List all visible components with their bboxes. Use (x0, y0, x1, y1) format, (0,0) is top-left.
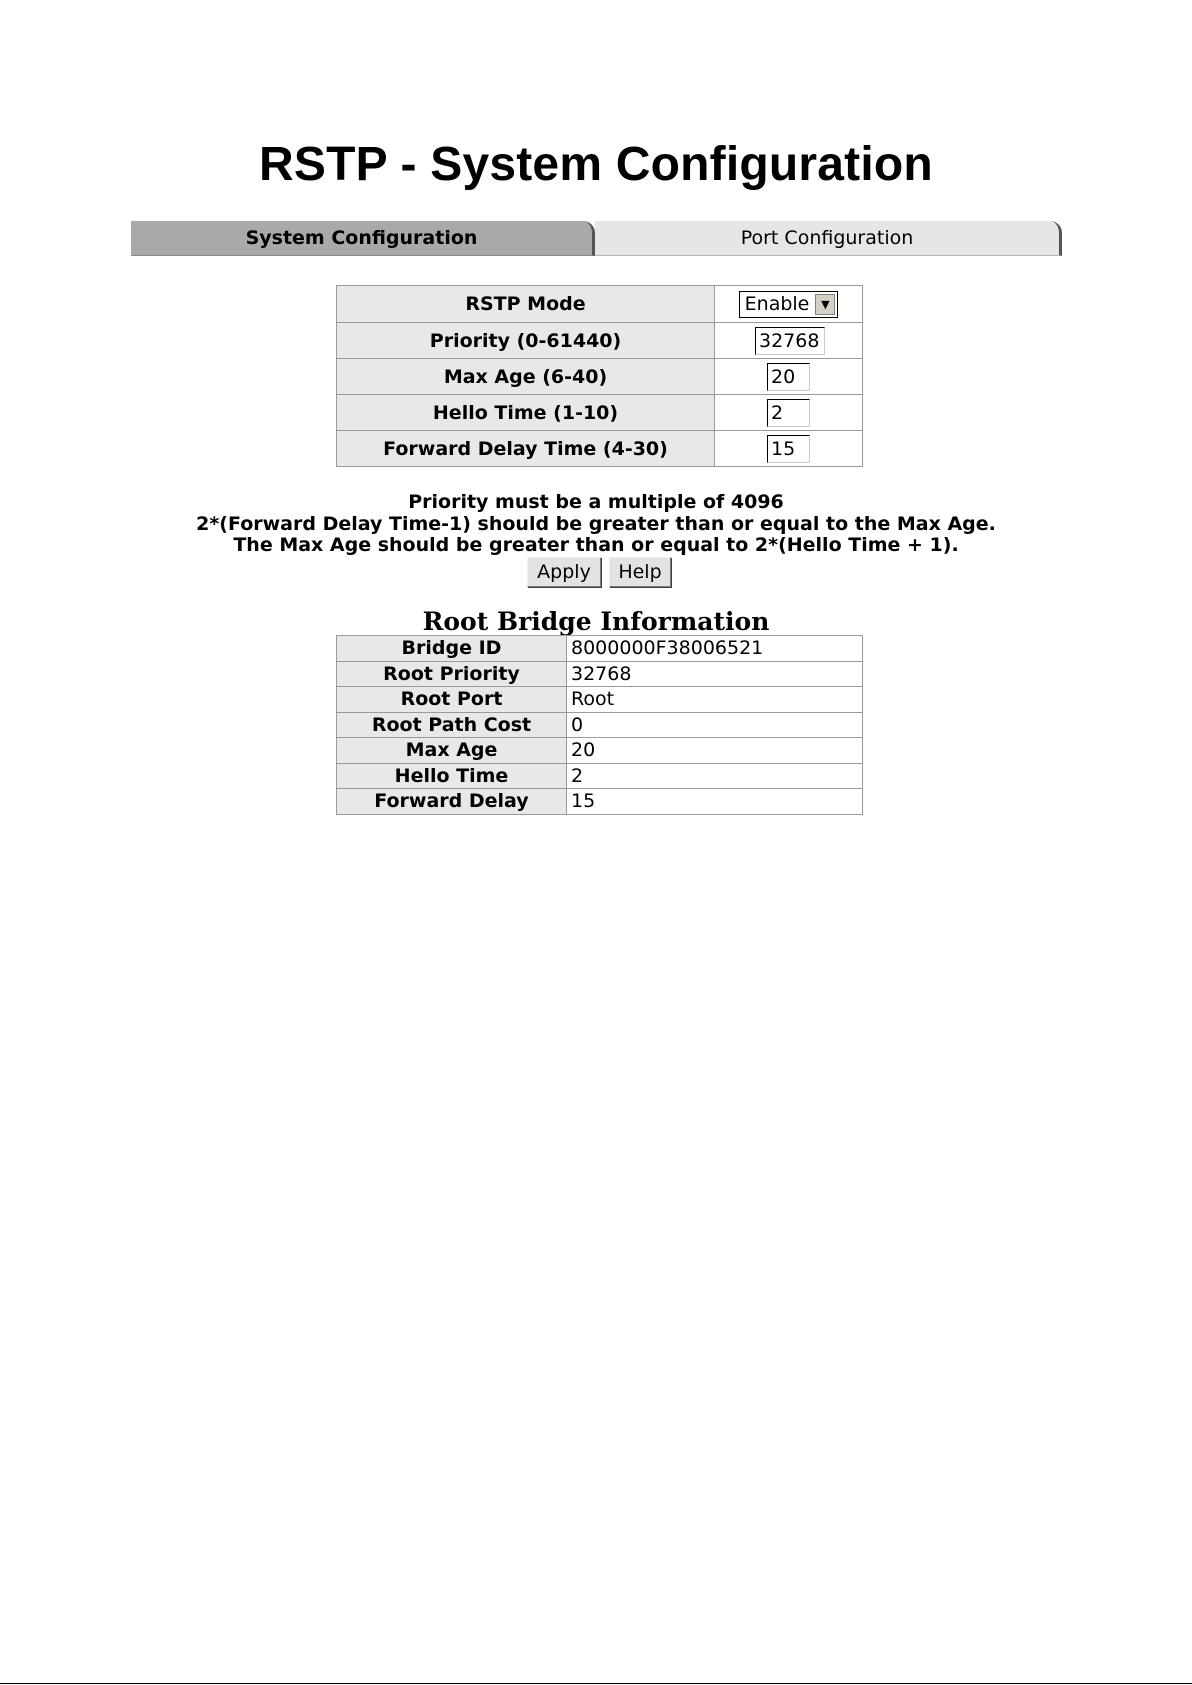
forward-delay-time-input[interactable] (767, 435, 810, 463)
root-path-cost-value: 0 (567, 712, 863, 738)
note-forward-delay: 2*(Forward Delay Time-1) should be greater than or equal to the Max Age. (196, 512, 996, 535)
root-port-value: Root (567, 687, 863, 713)
priority-cell (715, 323, 863, 359)
note-max-age: The Max Age should be greater than or equal to 2*(Hello Time + 1). (233, 534, 959, 556)
hello-time-info-value: 2 (567, 763, 863, 789)
root-port-label: Root Port (337, 687, 567, 713)
config-row-max-age (337, 359, 863, 395)
footer-divider (0, 1683, 1192, 1684)
help-button[interactable]: Help (609, 557, 671, 587)
max-age-input[interactable] (767, 363, 810, 391)
max-age-info-label: Max Age (337, 738, 567, 764)
hello-time-input[interactable] (767, 399, 810, 427)
hello-time-label: Hello Time (1-10) (337, 395, 715, 431)
max-age-info-value: 20 (567, 738, 863, 764)
table-row (337, 738, 863, 764)
table-row (337, 636, 863, 662)
config-row-rstp-mode (337, 286, 863, 323)
tab-label: System Configuration (245, 227, 478, 249)
forward-delay-info-label: Forward Delay (337, 789, 567, 815)
rstp-mode-select[interactable] (739, 291, 839, 318)
tab-system-configuration[interactable] (131, 221, 595, 256)
rstp-config-table (336, 285, 863, 467)
bridge-id-label: Bridge ID (337, 636, 567, 662)
root-priority-label: Root Priority (337, 661, 567, 687)
root-path-cost-label: Root Path Cost (337, 712, 567, 738)
rstp-mode-label: RSTP Mode (337, 286, 715, 323)
forward-delay-cell (715, 431, 863, 467)
config-row-priority (337, 323, 863, 359)
tab-port-configuration[interactable] (595, 221, 1062, 256)
chevron-down-icon[interactable]: ▼ (815, 294, 835, 315)
table-row (337, 789, 863, 815)
table-row (337, 712, 863, 738)
root-bridge-title: Root Bridge Information (422, 607, 770, 636)
page-title: RSTP - System Configuration (259, 138, 933, 191)
root-priority-value: 32768 (567, 661, 863, 687)
bridge-id-value: 8000000F38006521 (567, 636, 863, 662)
config-row-hello-time (337, 395, 863, 431)
hello-time-cell (715, 395, 863, 431)
note-priority: Priority must be a multiple of 4096 (408, 491, 784, 513)
apply-button[interactable]: Apply (527, 557, 601, 587)
forward-delay-info-value: 15 (567, 789, 863, 815)
root-bridge-table (336, 635, 863, 815)
table-row (337, 661, 863, 687)
rstp-mode-selected-value: Enable (744, 292, 810, 315)
config-row-forward-delay (337, 431, 863, 467)
max-age-label: Max Age (6-40) (337, 359, 715, 395)
max-age-cell (715, 359, 863, 395)
forward-delay-time-label: Forward Delay Time (4-30) (337, 431, 715, 467)
rstp-mode-cell (715, 286, 863, 323)
table-row (337, 763, 863, 789)
hello-time-info-label: Hello Time (337, 763, 567, 789)
table-row (337, 687, 863, 713)
tab-label: Port Configuration (740, 227, 914, 249)
priority-label: Priority (0-61440) (337, 323, 715, 359)
config-notes (0, 492, 1192, 557)
priority-input[interactable] (755, 327, 825, 355)
